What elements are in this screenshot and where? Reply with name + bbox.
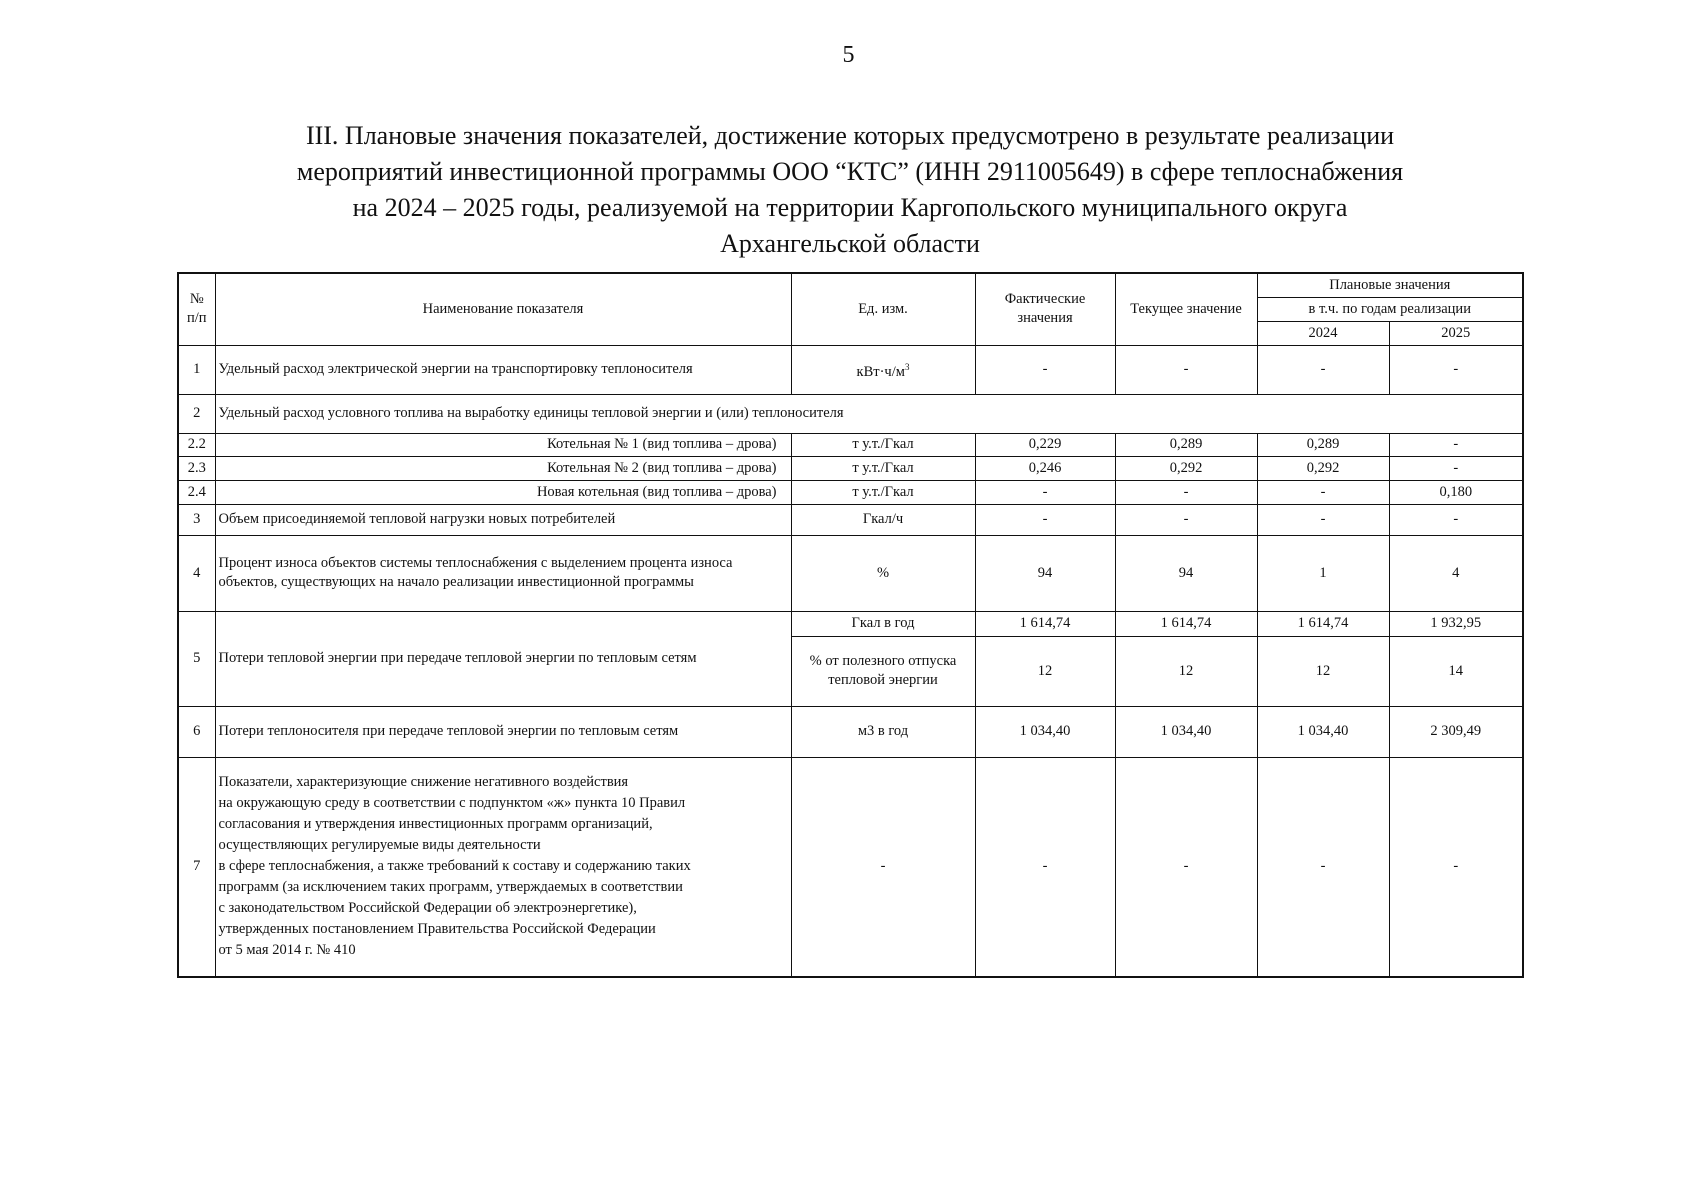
row-2025: 4 bbox=[1389, 535, 1523, 611]
row-actual: 0,246 bbox=[975, 456, 1115, 480]
row-name: Потери теплоносителя при передаче тепловой энергии по тепловым сетям bbox=[215, 706, 791, 757]
table-row bbox=[178, 706, 1523, 757]
table-row bbox=[178, 611, 1523, 636]
row-unit: Гкал в год bbox=[791, 611, 975, 636]
row-2025: 14 bbox=[1389, 636, 1523, 706]
row-name: Новая котельная (вид топлива – дрова) bbox=[215, 480, 791, 504]
row-current: 1 614,74 bbox=[1115, 611, 1257, 636]
indicators-table bbox=[177, 272, 1524, 978]
row-actual: - bbox=[975, 757, 1115, 977]
row-2025: - bbox=[1389, 345, 1523, 394]
header-by-years: в т.ч. по годам реализации bbox=[1257, 297, 1523, 321]
row-current: 1 034,40 bbox=[1115, 706, 1257, 757]
row-current: 12 bbox=[1115, 636, 1257, 706]
row-2024: - bbox=[1257, 504, 1389, 535]
row-num: 4 bbox=[178, 535, 215, 611]
table-row bbox=[178, 504, 1523, 535]
row-unit: % от полезного отпуска тепловой энергии bbox=[791, 636, 975, 706]
row-num: 2 bbox=[178, 394, 215, 433]
header-row bbox=[178, 273, 1523, 297]
header-current: Текущее значение bbox=[1115, 273, 1257, 345]
header-unit: Ед. изм. bbox=[791, 273, 975, 345]
row-name: Котельная № 2 (вид топлива – дрова) bbox=[215, 456, 791, 480]
page-number: 5 bbox=[842, 42, 855, 68]
row-name-line: утвержденных постановлением Правительства Российской Федерации bbox=[218, 921, 656, 938]
row-unit: Гкал/ч bbox=[791, 504, 975, 535]
title-line: мероприятий инвестиционной программы ООО “КТС” (ИНН 2911005649) в сфере теплоснабжения bbox=[296, 157, 1404, 186]
row-unit: т у.т./Гкал bbox=[791, 433, 975, 456]
table-row bbox=[178, 456, 1523, 480]
row-name bbox=[215, 757, 791, 977]
row-name-line: согласования и утверждения инвестиционных программ организаций, bbox=[218, 816, 653, 833]
title-line: Архангельской области bbox=[720, 229, 980, 258]
row-num: 2.4 bbox=[178, 480, 215, 504]
row-current: 0,292 bbox=[1115, 456, 1257, 480]
row-2024: - bbox=[1257, 480, 1389, 504]
row-2025: 0,180 bbox=[1389, 480, 1523, 504]
row-num: 6 bbox=[178, 706, 215, 757]
row-name-line: с законодательством Российской Федерации об электроэнергетике), bbox=[218, 900, 637, 917]
row-actual: - bbox=[975, 480, 1115, 504]
unit-superscript: 3 bbox=[904, 361, 910, 372]
row-actual: 1 034,40 bbox=[975, 706, 1115, 757]
row-num: 5 bbox=[178, 611, 215, 706]
row-name: Потери тепловой энергии при передаче тепловой энергии по тепловым сетям bbox=[215, 611, 791, 706]
row-name: Котельная № 1 (вид топлива – дрова) bbox=[215, 433, 791, 456]
row-2025: - bbox=[1389, 456, 1523, 480]
row-num: 3 bbox=[178, 504, 215, 535]
row-name-line: на окружающую среду в соответствии с подпунктом «ж» пункта 10 Правил bbox=[218, 795, 686, 812]
row-2025: 2 309,49 bbox=[1389, 706, 1523, 757]
row-name: Процент износа объектов системы теплоснабжения с выделением процента износа объектов, существующих на начало реализации инвестиционной программы bbox=[215, 535, 791, 611]
title-line: III. Плановые значения показателей, достижение которых предусмотрено в результате реализации bbox=[305, 121, 1395, 150]
header-planned: Плановые значения bbox=[1257, 273, 1523, 297]
row-2024: 1 614,74 bbox=[1257, 611, 1389, 636]
table-row bbox=[178, 345, 1523, 394]
row-name: Объем присоединяемой тепловой нагрузки новых потребителей bbox=[215, 504, 791, 535]
header-year-2024: 2024 bbox=[1257, 321, 1389, 345]
title-line: на 2024 – 2025 годы, реализуемой на территории Каргопольского муниципального округа bbox=[352, 193, 1348, 222]
row-2025: 1 932,95 bbox=[1389, 611, 1523, 636]
row-current: 94 bbox=[1115, 535, 1257, 611]
table-row bbox=[178, 433, 1523, 456]
row-current: - bbox=[1115, 345, 1257, 394]
row-2025: - bbox=[1389, 433, 1523, 456]
row-actual: - bbox=[975, 345, 1115, 394]
row-unit: т у.т./Гкал bbox=[791, 456, 975, 480]
header-name: Наименование показателя bbox=[215, 273, 791, 345]
row-current: - bbox=[1115, 757, 1257, 977]
row-name-line: в сфере теплоснабжения, а также требований к составу и содержанию таких bbox=[218, 858, 691, 875]
row-2024: 0,289 bbox=[1257, 433, 1389, 456]
row-name-line: Показатели, характеризующие снижение негативного воздействия bbox=[218, 774, 629, 791]
header-actual: Фактические значения bbox=[975, 273, 1115, 345]
row-current: 0,289 bbox=[1115, 433, 1257, 456]
row-2024: - bbox=[1257, 345, 1389, 394]
row-2024: 1 034,40 bbox=[1257, 706, 1389, 757]
table-row bbox=[178, 535, 1523, 611]
row-2024: 12 bbox=[1257, 636, 1389, 706]
row-unit: м3 в год bbox=[791, 706, 975, 757]
row-2025: - bbox=[1389, 504, 1523, 535]
row-2025: - bbox=[1389, 757, 1523, 977]
row-actual: 0,229 bbox=[975, 433, 1115, 456]
row-2024: - bbox=[1257, 757, 1389, 977]
row-current: - bbox=[1115, 504, 1257, 535]
row-actual: 94 bbox=[975, 535, 1115, 611]
row-actual: 12 bbox=[975, 636, 1115, 706]
row-2024: 0,292 bbox=[1257, 456, 1389, 480]
row-num: 2.3 bbox=[178, 456, 215, 480]
header-num: № п/п bbox=[178, 273, 215, 345]
row-2024: 1 bbox=[1257, 535, 1389, 611]
unit-text: кВт·ч/м bbox=[856, 363, 905, 380]
row-name: Удельный расход условного топлива на выработку единицы тепловой энергии и (или) теплоносителя bbox=[215, 394, 1523, 433]
row-name-line: программ (за исключением таких программ, утверждаемых в соответствии bbox=[218, 879, 683, 896]
row-num: 1 bbox=[178, 345, 215, 394]
row-name: Удельный расход электрической энергии на транспортировку теплоносителя bbox=[215, 345, 791, 394]
header-year-2025: 2025 bbox=[1389, 321, 1523, 345]
table-row bbox=[178, 480, 1523, 504]
row-unit: - bbox=[791, 757, 975, 977]
row-name-line: от 5 мая 2014 г. № 410 bbox=[218, 942, 356, 959]
row-current: - bbox=[1115, 480, 1257, 504]
row-actual: 1 614,74 bbox=[975, 611, 1115, 636]
row-unit bbox=[791, 345, 975, 394]
table-row bbox=[178, 757, 1523, 977]
document-title bbox=[200, 118, 1500, 262]
row-num: 2.2 bbox=[178, 433, 215, 456]
row-actual: - bbox=[975, 504, 1115, 535]
row-name-line: осуществляющих регулируемые виды деятельности bbox=[218, 837, 541, 854]
row-unit: т у.т./Гкал bbox=[791, 480, 975, 504]
table-row bbox=[178, 394, 1523, 433]
row-num: 7 bbox=[178, 757, 215, 977]
row-unit: % bbox=[791, 535, 975, 611]
